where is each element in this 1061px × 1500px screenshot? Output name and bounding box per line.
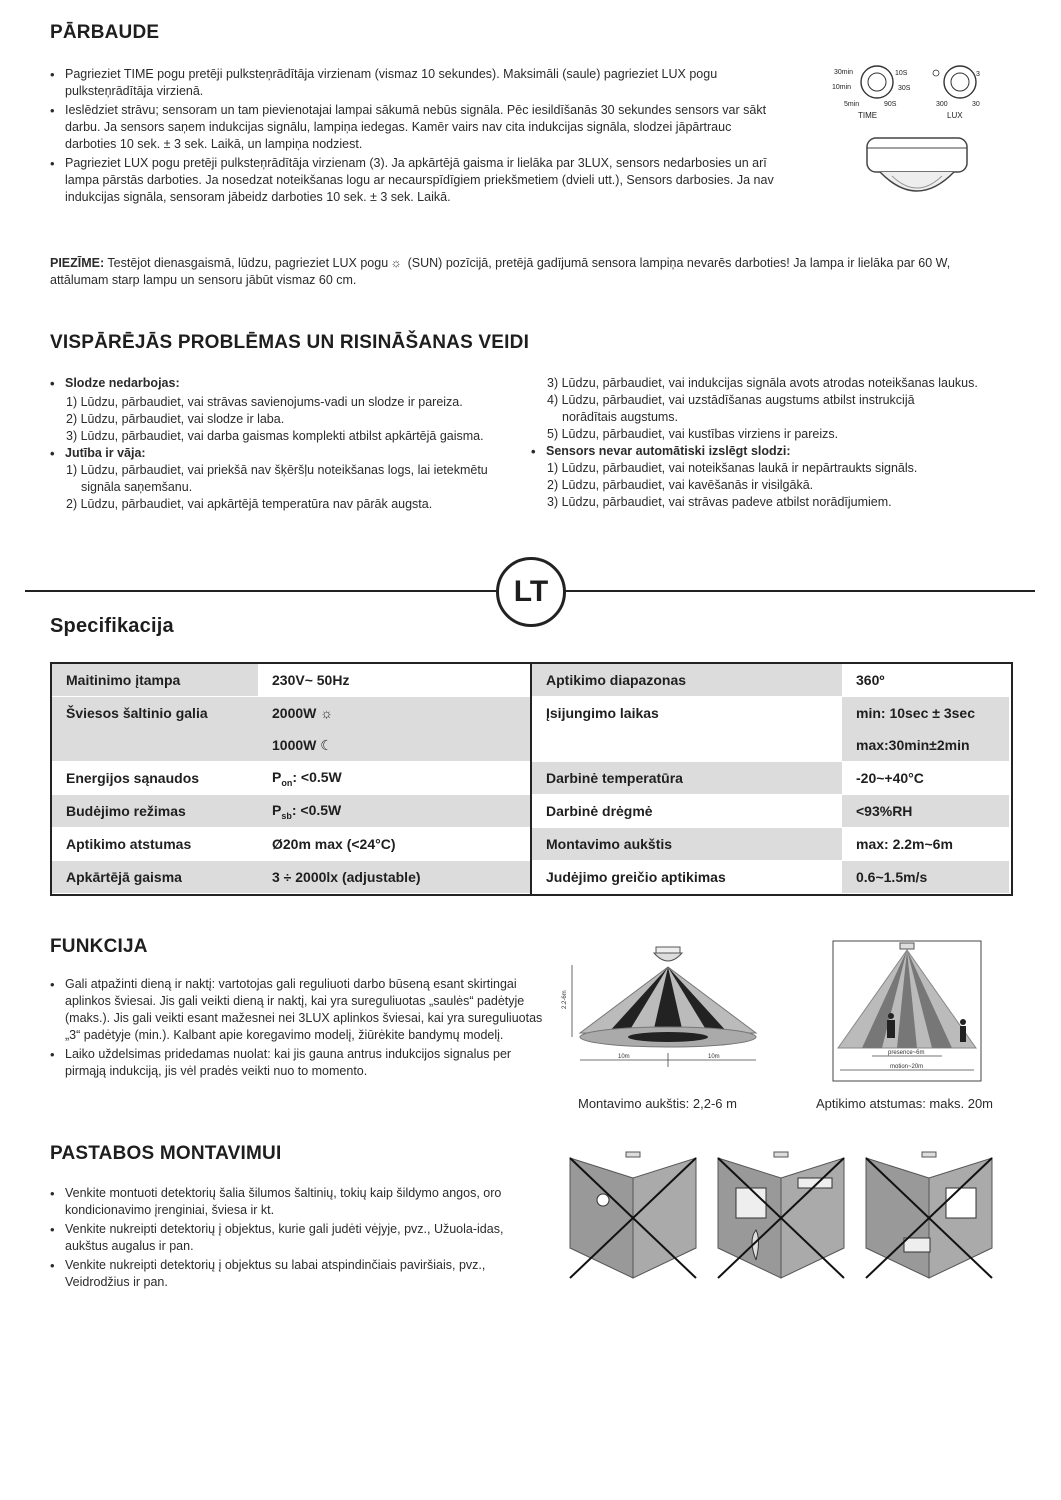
warning-moving-objects-illustration [716, 1150, 846, 1280]
spec-value: 0.6~1.5m/s [842, 861, 1009, 894]
fig-label: motion~20m [890, 1064, 924, 1070]
list-item: • Gali atpažinti dieną ir naktį: vartotojas gali reguliuoti darbo būseną esant skirtingai aplinkos šviesai. Jis gali veikti dieną ir naktį, kai yra sureguliuotas „saulės“ padėtyje (maks.). Jis gali veikti esant mažesnei nei 3LUX aplinkos šviesai, kai yra sureguliuotas „3“ padėtyje (min.). Kalbant apie koregavimo modelį, žiūrėkite bandymų modelį. [50, 976, 545, 1044]
list-item: • Venkite nukreipti detektorių į objektus su labai atspindinčiais paviršiais, pvz., Veidrodžius ir pan. [50, 1257, 525, 1291]
spec-value: max: 2.2m~6m [842, 828, 1009, 861]
list-subitem: 4) Lūdzu, pārbaudiet, vai uzstādīšanas augstums atbilst instrukcijā [547, 393, 915, 407]
spec-label: Budėjimo režimas [52, 795, 258, 828]
spec-label: Apkārtējā gaisma [52, 861, 258, 894]
dial-label: 5min [844, 101, 860, 108]
problems-left-column [50, 375, 520, 513]
problems-right-column [531, 375, 1021, 511]
table-row [52, 762, 531, 795]
spec-value: P [272, 768, 282, 785]
spec-label: Aptikimo atstumas [52, 828, 258, 861]
spec-value: min: 10sec ± 3sec [856, 705, 975, 721]
table-row [532, 762, 1009, 795]
fig-label: 10m [618, 1054, 630, 1060]
sensor-dials-illustration [822, 60, 1017, 215]
section-title-problems: VISPĀRĒJĀS PROBLĒMAS UN RISINĀŠANAS VEIDI [50, 332, 530, 353]
table-row [532, 664, 1009, 697]
list-item: • Jutība ir vāja: [50, 445, 520, 462]
spec-label: Montavimo aukštis [532, 828, 842, 861]
spec-value: 1000W [272, 737, 317, 753]
spec-value: 230V~ 50Hz [258, 664, 531, 697]
list-subitem: signāla saņemšanu. [81, 480, 193, 494]
spec-value-cell [258, 697, 531, 762]
sun-icon: ☼ [390, 256, 402, 270]
section-title-pastabos: PASTABOS MONTAVIMUI [50, 1143, 282, 1164]
spec-value: 2000W [272, 705, 317, 721]
list-subitem: 5) Lūdzu, pārbaudiet, vai kustības virziens ir pareizs. [547, 427, 839, 441]
list-subitem: 2) Lūdzu, pārbaudiet, vai apkārtējā temperatūra nav pārāk augsta. [66, 497, 433, 511]
list-item: • Slodze nedarbojas: [50, 375, 520, 392]
list-subitem: 2) Lūdzu, pārbaudiet, vai slodze ir laba. [66, 412, 285, 426]
table-row [52, 861, 531, 894]
dial-label: 30 [972, 101, 980, 108]
list-item: • Sensors nevar automātiski izslēgt slodzi: [531, 443, 1021, 460]
list-subitem: 1) Lūdzu, pārbaudiet, vai strāvas savienojums-vadi un slodze ir pareiza. [66, 395, 463, 409]
note-text: Testējot dienasgaismā, lūdzu, pagrieziet LUX pogu [104, 256, 389, 270]
dial-label: 10min [832, 84, 852, 91]
list-subitem: 3) Lūdzu, pārbaudiet, vai darba gaismas komplekti atbilst apkārtējā gaisma. [66, 429, 484, 443]
spec-value: -20~+40°C [842, 762, 1009, 795]
note-label: PIEZĪME: [50, 256, 105, 270]
spec-label: Darbinė drėgmė [532, 795, 842, 828]
table-row [532, 828, 1009, 861]
spec-value-line [272, 729, 516, 761]
list-subitem: 2) Lūdzu, pārbaudiet, vai kavēšanās ir visilgākā. [547, 478, 814, 492]
list-item: • Laiko uždelsimas pridedamas nuolat: kai jis gauna antrus indukcijos signalus per pirmąją indukciją, jis vėl pradės veikti nuo to momento. [50, 1046, 545, 1080]
caption-detection-distance: Aptikimo atstumas: maks. 20m [816, 1096, 993, 1111]
spec-value: max:30min±2min [856, 737, 970, 753]
fig-label: 10m [708, 1054, 720, 1060]
spec-value: : <0.5W [292, 768, 342, 785]
pastabos-list [50, 1185, 525, 1293]
spec-label: Darbinė temperatūra [532, 762, 842, 795]
table-row [52, 828, 531, 861]
dial-label: 3 [976, 71, 980, 78]
table-row [52, 795, 531, 828]
list-item: • Ieslēdziet strāvu; sensoram un tam pievienotajai lampai sākumā nebūs signāla. Pēc iesildīšanās 30 sekundes sensors var sākt darbu. Ja sensors saņem indukcijas signālu, lampiņa iedegas. Kamēr vairs nav cita indukcijas signāla, slodzei jāpārtrauc darboties 10 sek. ± 3 sek. Laikā, un lampiņa nodziest. [50, 102, 775, 153]
spec-value: 360º [842, 664, 1009, 697]
spec-value: 3 ÷ 2000lx (adjustable) [258, 861, 531, 894]
list-subitem: 1) Lūdzu, pārbaudiet, vai priekšā nav šķēršļu noteikšanas logs, lai ietekmētu [66, 463, 488, 477]
list-subitem: 3) Lūdzu, pārbaudiet, vai indukcijas signāla avots atrodas noteikšanas laukus. [547, 376, 978, 390]
spec-label: Įsijungimo laikas [532, 697, 842, 762]
warning-reflective-surface-illustration [864, 1150, 994, 1280]
note-text: (SUN) pozīcijā, pretējā gadījumā sensora lampiņa nevarēs darboties! Ja lampa ir lielāka par 60 W, attālumam starp lampu un sensoru jābūt vismaz 60 cm. [50, 256, 951, 287]
list-item: • Pagrieziet LUX pogu pretēji pulksteņrādītāja virzienam (3). Ja apkārtējā gaisma ir lielāka par 3LUX, sensors nedarbosies un arī lampa pārstās darboties. Ja nosedzat noteikšanas logu ar necaurspīdīgiem priekšmetiem (dvieli utt.), Sensors darbosies. Ja nav indukcijas signāla, sensoram jābeidz darboties 10 sek. ± 3 sek. Laikā. [50, 155, 775, 206]
dial-label: 300 [936, 101, 948, 108]
section-title-funkcija: FUNKCIJA [50, 936, 148, 957]
section-title-parbaude: PĀRBAUDE [50, 22, 160, 43]
table-row [532, 861, 1009, 894]
parbaude-list [50, 66, 775, 208]
note-paragraph [50, 255, 1010, 289]
list-item: • Venkite nukreipti detektorių į objektus, kurie gali judėti vėjyje, pvz., Užuola-idas, aukštus augalus ir pan. [50, 1221, 525, 1255]
spec-table [50, 662, 1013, 896]
spec-label: Judėjimo greičio aptikimas [532, 861, 842, 894]
section-title-spec: Specifikacija [50, 615, 174, 637]
list-item: • Pagrieziet TIME pogu pretēji pulksteņrādītāja virzienam (vismaz 10 sekundes). Maksimāli (saule) pagrieziet LUX pogu pulksteņrādītāja virzienā. [50, 66, 775, 100]
language-badge: LT [496, 557, 566, 627]
spec-label: Šviesos šaltinio galia [52, 697, 258, 762]
fig-label: presence~6m [888, 1050, 925, 1056]
sun-icon: ☼ [320, 705, 334, 721]
spec-value-subscript: sb [281, 810, 292, 821]
list-item: • Venkite montuoti detektorių šalia šilumos šaltinių, tokių kaip šildymo angos, oro kondicionavimo įrenginiai, šviesa ir kt. [50, 1185, 525, 1219]
dial-caption: LUX [947, 111, 963, 120]
spec-value: Ø20m max (<24°C) [258, 828, 531, 861]
spec-value-cell [258, 795, 531, 828]
detection-distance-diagram [832, 940, 982, 1082]
caption-mounting-height: Montavimo aukštis: 2,2-6 m [578, 1096, 737, 1111]
spec-label: Energijos sąnaudos [52, 762, 258, 795]
spec-value: P [272, 801, 282, 818]
spec-value-cell [258, 762, 531, 795]
dial-label: 90S [884, 101, 897, 108]
table-row [532, 697, 1009, 762]
spec-value-cell [842, 697, 1009, 762]
spec-value: : <0.5W [291, 801, 342, 818]
list-subitem: 3) Lūdzu, pārbaudiet, vai strāvas padeve atbilst norādījumiem. [547, 495, 892, 509]
funkcija-list [50, 976, 545, 1082]
dial-label: 30min [834, 69, 854, 76]
dial-label: 30S [898, 85, 911, 92]
spec-label: Aptikimo diapazonas [532, 664, 842, 697]
mounting-height-diagram [558, 945, 763, 1075]
warning-heat-source-illustration [568, 1150, 698, 1280]
spec-label: Maitinimo įtampa [52, 664, 258, 697]
spec-value-subscript: on [281, 777, 293, 788]
spec-table-left [52, 664, 532, 894]
dial-caption: TIME [858, 111, 878, 120]
list-subitem: norādītais augstums. [562, 410, 679, 424]
fig-label: 2.2-6m [562, 990, 568, 1009]
spec-value-line [272, 697, 516, 729]
table-row [532, 795, 1009, 828]
spec-value: <93%RH [842, 795, 1009, 828]
moon-icon: ☾ [320, 737, 333, 753]
list-subitem: 1) Lūdzu, pārbaudiet, vai noteikšanas laukā ir nepārtraukts signāls. [547, 461, 918, 475]
dial-label: 10S [895, 70, 908, 77]
table-row [52, 697, 531, 762]
spec-table-right [532, 664, 1009, 894]
table-row [52, 664, 531, 697]
